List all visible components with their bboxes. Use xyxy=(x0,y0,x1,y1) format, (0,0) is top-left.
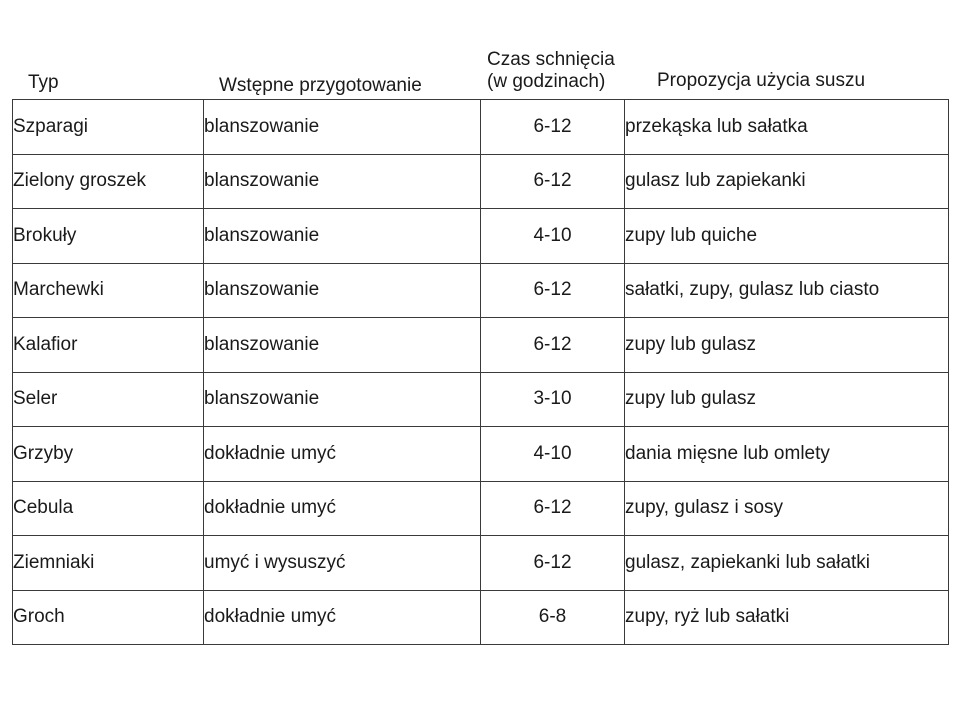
table-row xyxy=(13,481,949,536)
cell-time: 4-10 xyxy=(481,427,625,482)
cell-time: 6-12 xyxy=(481,536,625,591)
table-row xyxy=(13,372,949,427)
header-type: Typ xyxy=(28,72,59,93)
cell-use: zupy lub gulasz xyxy=(625,372,949,427)
cell-type: Groch xyxy=(13,590,204,645)
cell-time: 6-12 xyxy=(481,481,625,536)
table-row xyxy=(13,154,949,209)
cell-prep: dokładnie umyć xyxy=(204,427,481,482)
cell-use: przekąska lub sałatka xyxy=(625,100,949,155)
cell-type: Ziemniaki xyxy=(13,536,204,591)
cell-use: gulasz, zapiekanki lub sałatki xyxy=(625,536,949,591)
cell-type: Szparagi xyxy=(13,100,204,155)
cell-prep: blanszowanie xyxy=(204,100,481,155)
cell-use: zupy lub quiche xyxy=(625,209,949,264)
cell-type: Cebula xyxy=(13,481,204,536)
header-time-line2: (w godzinach) xyxy=(487,71,606,92)
table-row xyxy=(13,263,949,318)
header-use: Propozycja użycia suszu xyxy=(657,70,866,91)
cell-prep: blanszowanie xyxy=(204,318,481,373)
cell-prep: blanszowanie xyxy=(204,209,481,264)
cell-type: Seler xyxy=(13,372,204,427)
cell-prep: umyć i wysuszyć xyxy=(204,536,481,591)
cell-use: sałatki, zupy, gulasz lub ciasto xyxy=(625,263,949,318)
cell-type: Grzyby xyxy=(13,427,204,482)
cell-type: Marchewki xyxy=(13,263,204,318)
cell-time: 6-12 xyxy=(481,263,625,318)
cell-time: 6-12 xyxy=(481,154,625,209)
cell-time: 3-10 xyxy=(481,372,625,427)
header-prep: Wstępne przygotowanie xyxy=(219,75,422,96)
table-row xyxy=(13,427,949,482)
cell-type: Brokuły xyxy=(13,209,204,264)
cell-time: 6-12 xyxy=(481,100,625,155)
table-row xyxy=(13,536,949,591)
cell-time: 6-8 xyxy=(481,590,625,645)
table-row xyxy=(13,209,949,264)
cell-prep: blanszowanie xyxy=(204,154,481,209)
cell-time: 6-12 xyxy=(481,318,625,373)
cell-use: zupy, ryż lub sałatki xyxy=(625,590,949,645)
cell-prep: blanszowanie xyxy=(204,263,481,318)
header-time xyxy=(487,49,615,93)
cell-use: zupy lub gulasz xyxy=(625,318,949,373)
cell-prep: dokładnie umyć xyxy=(204,590,481,645)
cell-type: Zielony groszek xyxy=(13,154,204,209)
table-row xyxy=(13,590,949,645)
cell-use: dania mięsne lub omlety xyxy=(625,427,949,482)
table-row xyxy=(13,100,949,155)
drying-table xyxy=(12,99,949,645)
cell-prep: blanszowanie xyxy=(204,372,481,427)
table-row xyxy=(13,318,949,373)
cell-type: Kalafior xyxy=(13,318,204,373)
cell-use: gulasz lub zapiekanki xyxy=(625,154,949,209)
cell-prep: dokładnie umyć xyxy=(204,481,481,536)
cell-use: zupy, gulasz i sosy xyxy=(625,481,949,536)
cell-time: 4-10 xyxy=(481,209,625,264)
header-time-line1: Czas schnięcia xyxy=(487,49,615,70)
